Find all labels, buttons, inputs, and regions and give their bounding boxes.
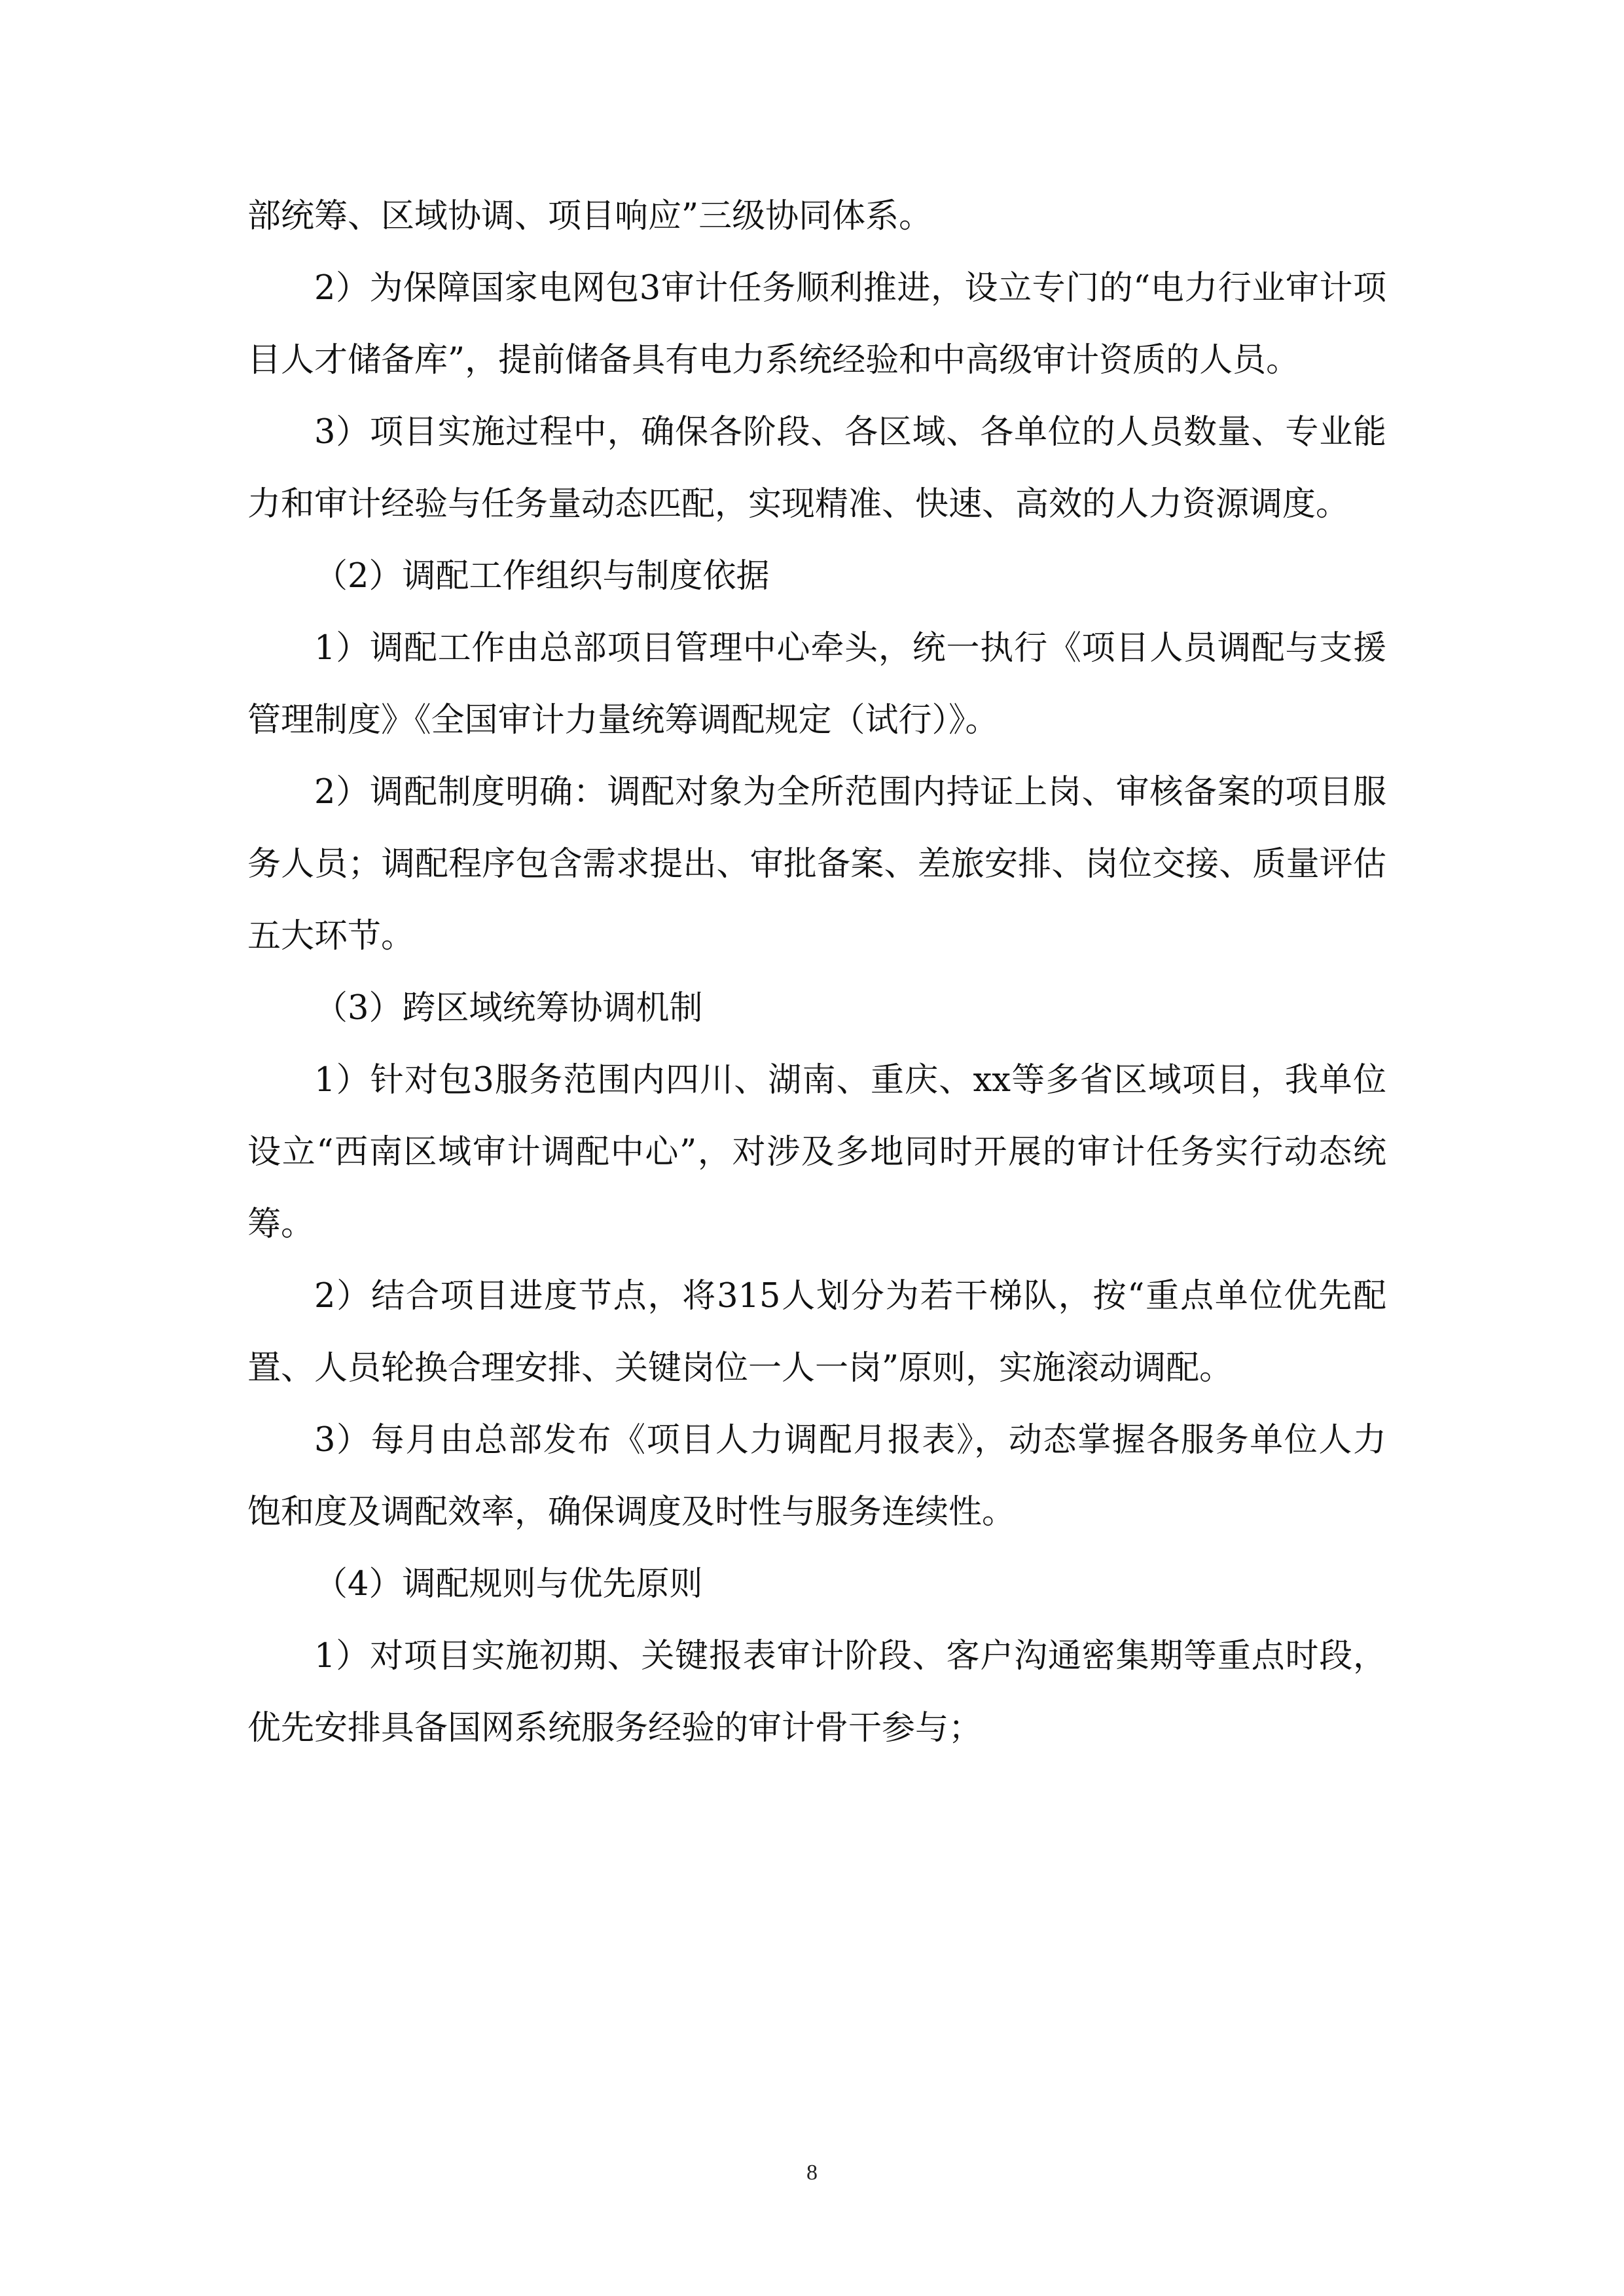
page-number: 8: [806, 2161, 818, 2185]
paragraph-key-periods: 1）对项目实施初期、关键报表审计阶段、客户沟通密集期等重点时段，优先安排具备国网系统服务经验的审计骨干参与；: [247, 1637, 1386, 1748]
section-heading-organization: （2）调配工作组织与制度依据: [314, 557, 770, 596]
paragraph-dynamic-matching: 3）项目实施过程中，确保各阶段、各区域、各单位的人员数量、专业能力和审计经验与任务量动态匹配，实现精准、快速、高效的人力资源调度。: [247, 413, 1386, 524]
paragraph-management-center: 1）调配工作由总部项目管理中心牵头，统一执行《项目人员调配与支援管理制度》《全国审计力量统筹调配规定（试行）》。: [247, 629, 1386, 740]
section-heading-cross-region: （3）跨区域统筹协调机制: [314, 989, 703, 1028]
paragraph-continuation: 部统筹、区域协调、项目响应”三级协同体系。: [247, 197, 933, 236]
document-body: [247, 181, 1386, 1765]
paragraph-echelon-rotation: 2）结合项目进度节点，将315人划分为若干梯队，按“重点单位优先配置、人员轮换合理安排、关键岗位一人一岗”原则，实施滚动调配。: [247, 1277, 1386, 1388]
paragraph-monthly-report: 3）每月由总部发布《项目人力调配月报表》，动态掌握各服务单位人力饱和度及调配效率，确保调度及时性与服务连续性。: [247, 1421, 1386, 1532]
paragraph-talent-reserve: 2）为保障国家电网包3审计任务顺利推进，设立专门的“电力行业审计项目人才储备库”，提前储备具有电力系统经验和中高级审计资质的人员。: [247, 269, 1386, 380]
paragraph-allocation-rules: 2）调配制度明确：调配对象为全所范围内持证上岗、审核备案的项目服务人员；调配程序包含需求提出、审批备案、差旅安排、岗位交接、质量评估五大环节。: [247, 773, 1386, 956]
section-heading-priority-rules: （4）调配规则与优先原则: [314, 1565, 703, 1604]
paragraph-southwest-center: 1）针对包3服务范围内四川、湖南、重庆、xx等多省区域项目，我单位设立“西南区域审计调配中心”，对涉及多地同时开展的审计任务实行动态统筹。: [247, 1061, 1386, 1244]
